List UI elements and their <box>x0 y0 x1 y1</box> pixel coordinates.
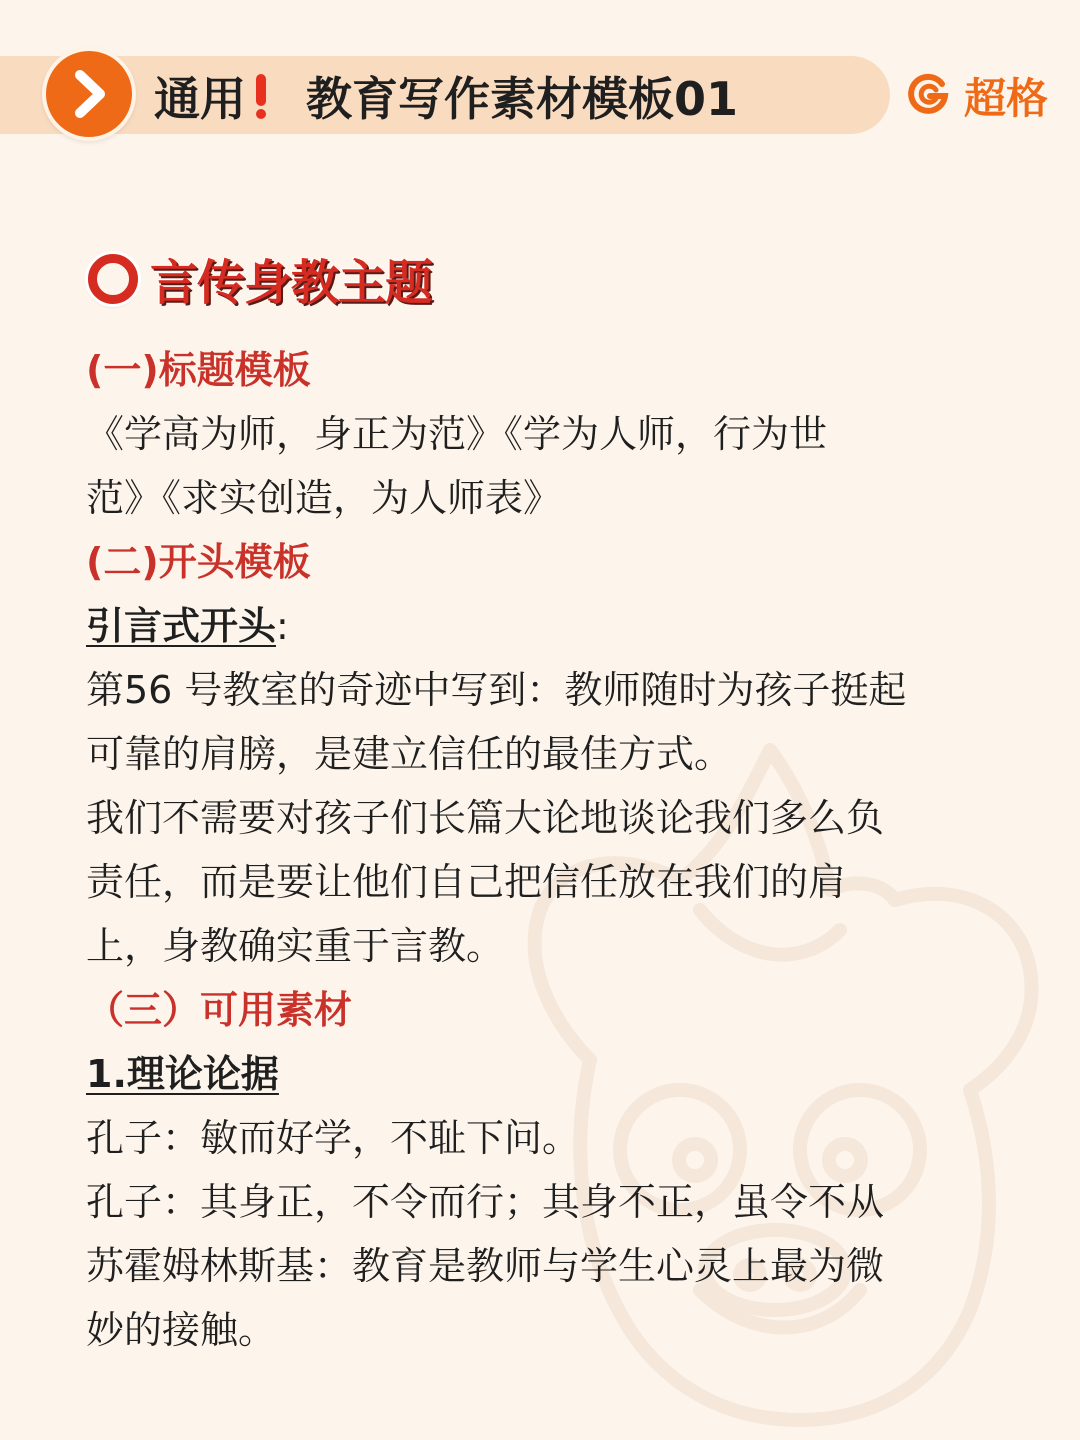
opening-label: 引言式开头 <box>86 604 277 648</box>
circle-icon <box>88 254 138 304</box>
subheading-opening-template: (二)开头模板 <box>86 540 311 584</box>
opening-line-4: 责任，而是要让他们自己把信任放在我们的肩 <box>86 860 847 904</box>
theory-label-row <box>86 1042 986 1106</box>
title-part-1: 通用 <box>154 72 246 126</box>
subheading-materials: （三）可用素材 <box>86 988 353 1032</box>
opening-label-row <box>86 594 986 658</box>
quote-line-2: 孔子：其身正，不令而行；其身不正，虽令不从 <box>86 1180 885 1224</box>
brand-name: 超格 <box>964 74 1049 123</box>
section-title: 言传身教主题 <box>150 255 433 311</box>
article-body <box>86 338 986 1362</box>
page-title <box>154 64 738 128</box>
title-examples-line-2: 范》《求实创造，为人师表》 <box>86 476 562 520</box>
opening-line-2: 可靠的肩膀，是建立信任的最佳方式。 <box>86 732 733 776</box>
subheading-title-template: (一)标题模板 <box>86 348 311 392</box>
section-heading <box>88 244 432 313</box>
quote-line-1: 孔子：敏而好学，不耻下问。 <box>86 1116 581 1160</box>
opening-line-3: 我们不需要对孩子们长篇大论地谈论我们多么负 <box>86 796 885 840</box>
opening-line-5: 上，身教确实重于言教。 <box>86 924 505 968</box>
theory-label: 1.理论论据 <box>86 1052 279 1096</box>
quote-line-3: 苏霍姆林斯基：教育是教师与学生心灵上最为微 <box>86 1244 885 1288</box>
title-part-2: 教育写作素材模板01 <box>306 72 739 126</box>
opening-colon: : <box>276 604 289 648</box>
exclamation-icon <box>254 72 268 120</box>
opening-line-1: 第56 号教室的奇迹中写到：教师随时为孩子挺起 <box>86 668 907 712</box>
title-examples-line-1: 《学高为师，身正为范》《学为人师，行为世 <box>86 412 828 456</box>
brand-g-icon <box>906 72 950 120</box>
chevron-right-icon <box>42 47 136 141</box>
quote-line-4: 妙的接触。 <box>86 1308 277 1352</box>
brand-logo <box>906 68 1048 124</box>
